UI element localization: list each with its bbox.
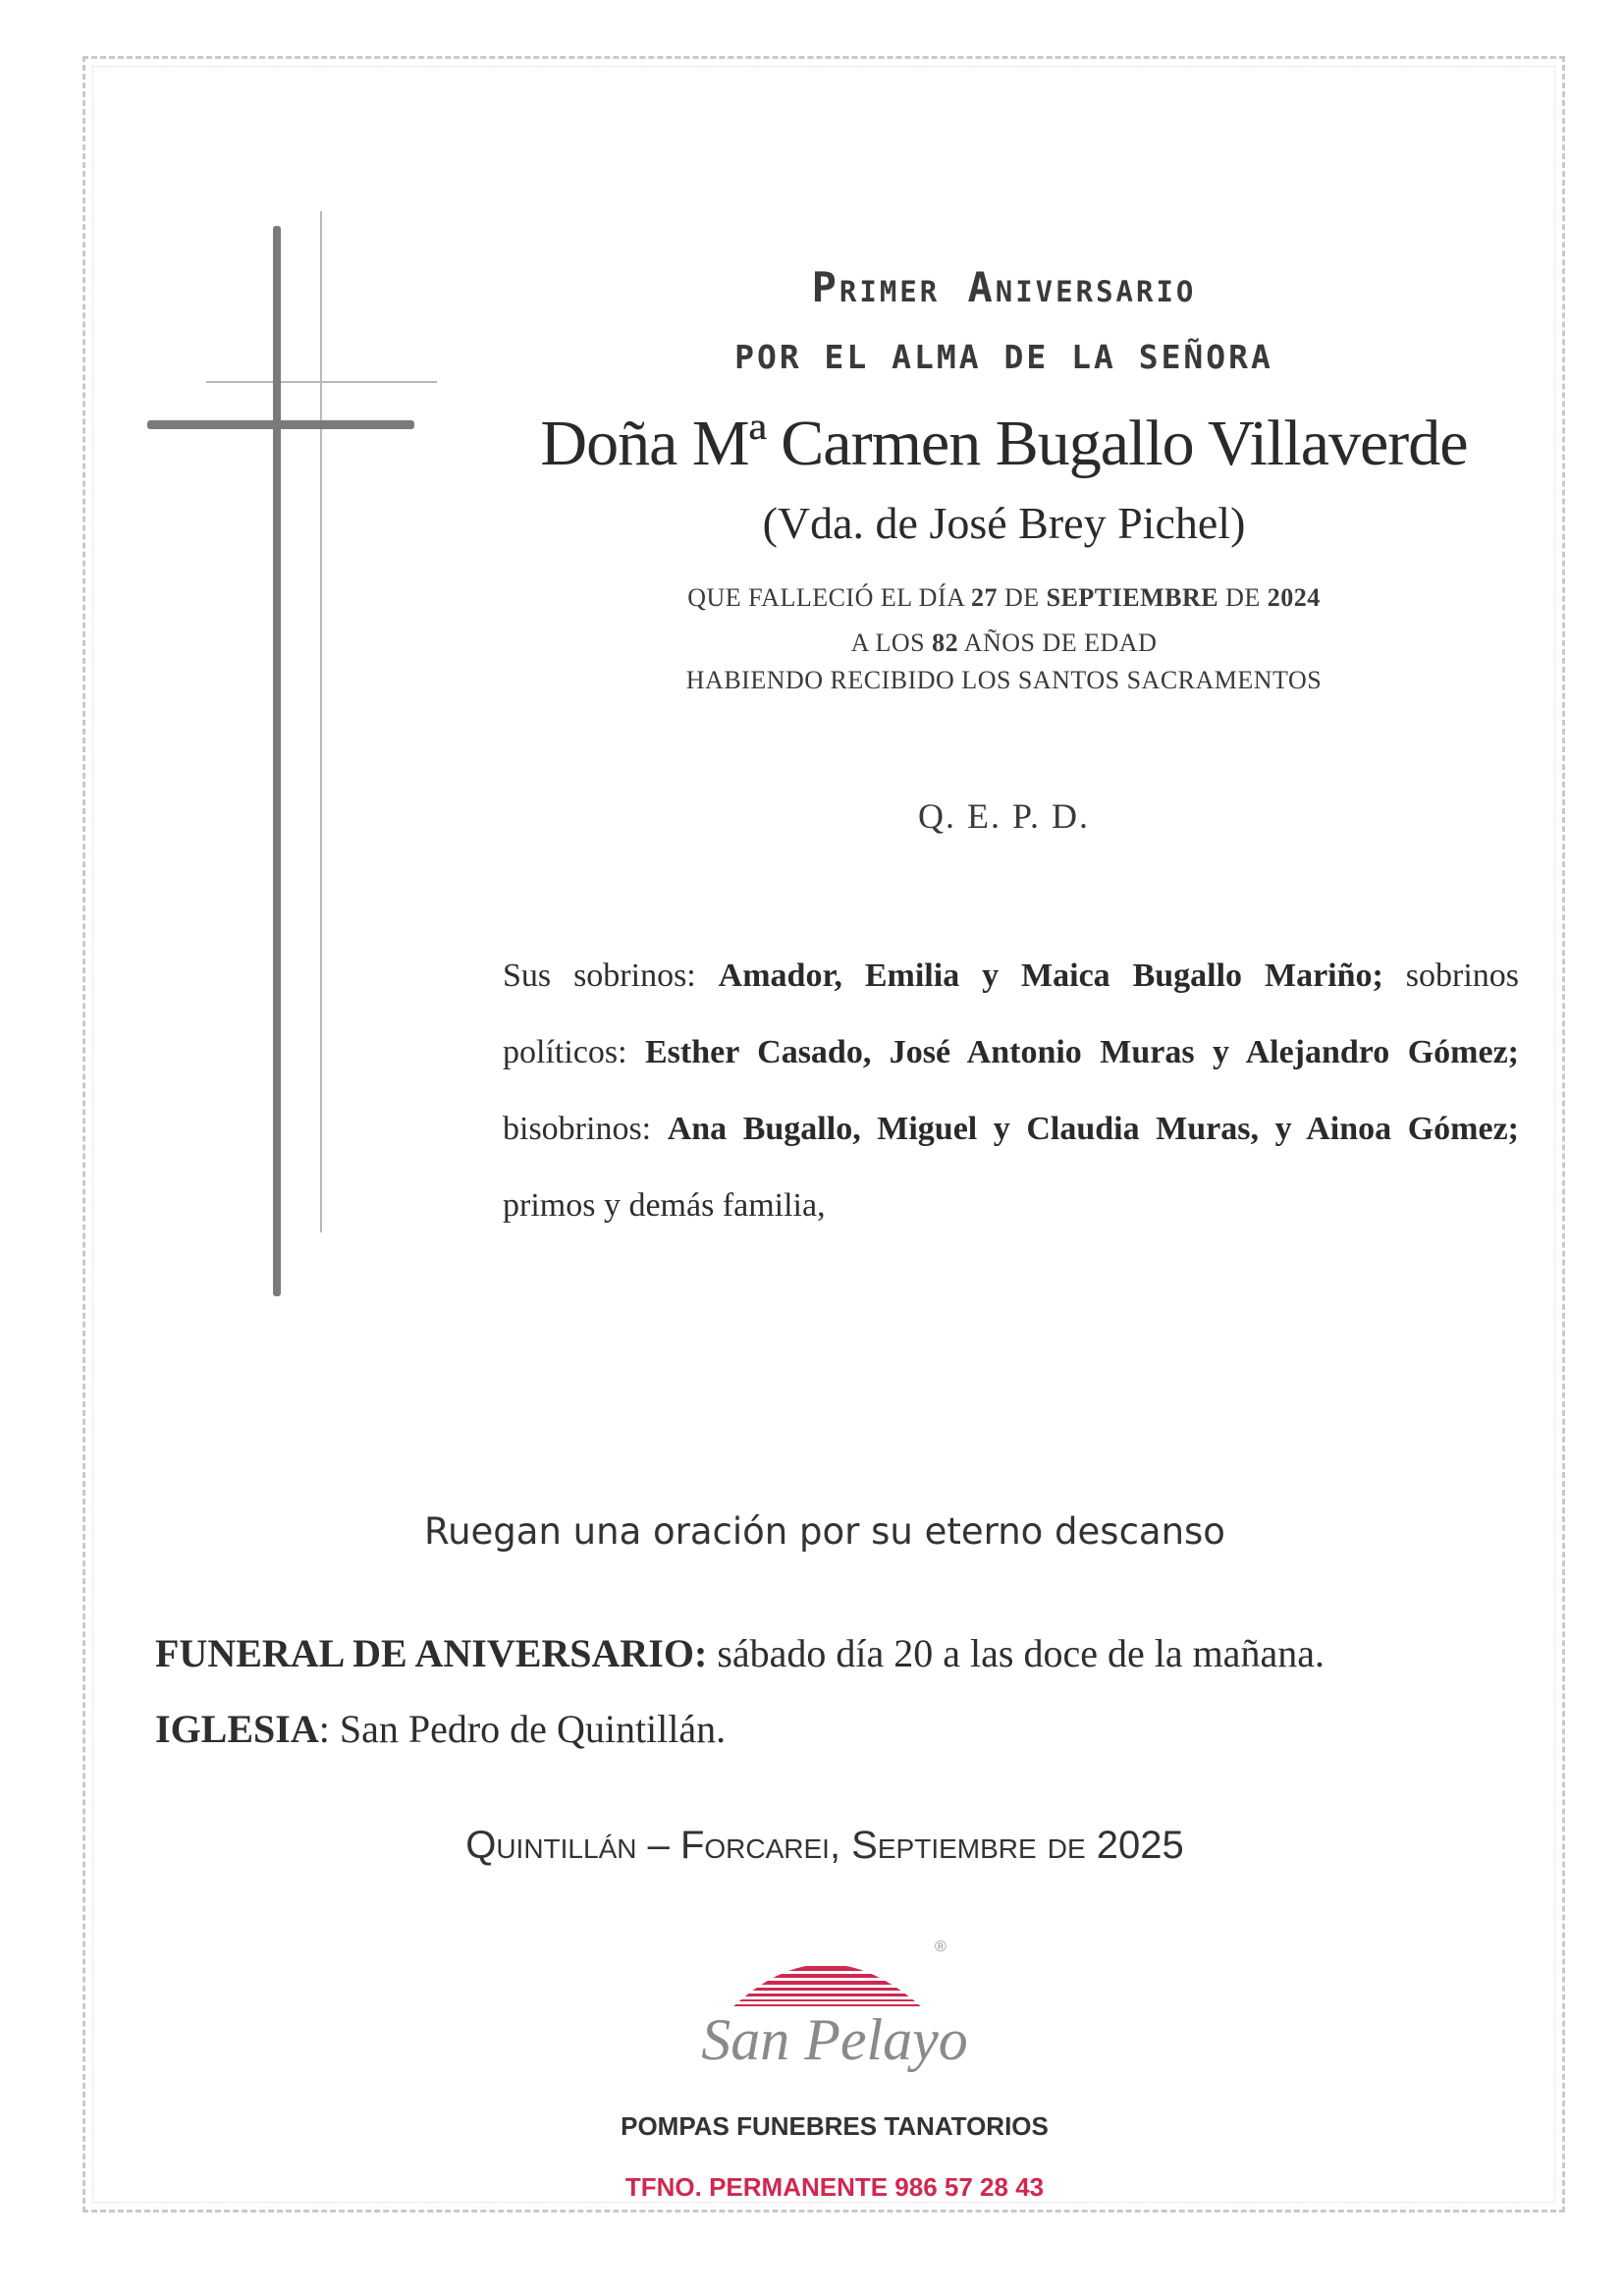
san-pelayo-logo — [677, 1930, 992, 2092]
phone-number: TFNO. PERMANENTE 986 57 28 43 — [624, 2172, 1045, 2202]
notice-title: Primer Aniversario — [811, 263, 1197, 311]
svg-text:®: ® — [935, 1939, 947, 1955]
church-line — [155, 1706, 726, 1752]
prayer-request: Ruegan una oración por su eterno descanso — [424, 1510, 1225, 1553]
svg-text:San Pelayo: San Pelayo — [701, 2007, 968, 2072]
church-label: IGLESIA — [155, 1707, 319, 1751]
funeral-line — [155, 1630, 1325, 1676]
death-date-line: QUE FALLECIÓ EL DÍA 27 DE SEPTIEMBRE DE 2024 — [687, 583, 1321, 612]
age-line: A LOS 82 AÑOS DE EDAD — [850, 629, 1158, 657]
widow-of: (Vda. de José Brey Pichel) — [762, 498, 1246, 548]
deceased-name: Doña Mª Carmen Bugallo Villaverde — [540, 408, 1468, 479]
church-text: : San Pedro de Quintillán. — [318, 1707, 727, 1751]
notice-subtitle: POR EL ALMA DE LA SEÑORA — [734, 338, 1273, 376]
funeral-text: sábado día 20 a las doce de la mañana. — [707, 1631, 1325, 1675]
qepd: Q. E. P. D. — [917, 796, 1091, 836]
company-name: POMPAS FUNEBRES TANATORIOS — [621, 2111, 1049, 2141]
family-paragraph: Sus sobrinos: Amador, Emilia y Maica Bugallo Mariño; sobrinos políticos: Esther Casado, José Antonio Muras y Alejandro Gómez; bisobrinos: Ana Bugallo, Miguel y Claudia Muras, y Ainoa Gómez; primos y demás familia, — [503, 957, 1519, 1224]
sacraments-line: HABIENDO RECIBIDO LOS SANTOS SACRAMENTOS — [685, 666, 1323, 694]
funeral-label: FUNERAL DE ANIVERSARIO: — [155, 1631, 708, 1675]
place-date: Quintillán – Forcarei, Septiembre de 2025 — [465, 1824, 1184, 1867]
